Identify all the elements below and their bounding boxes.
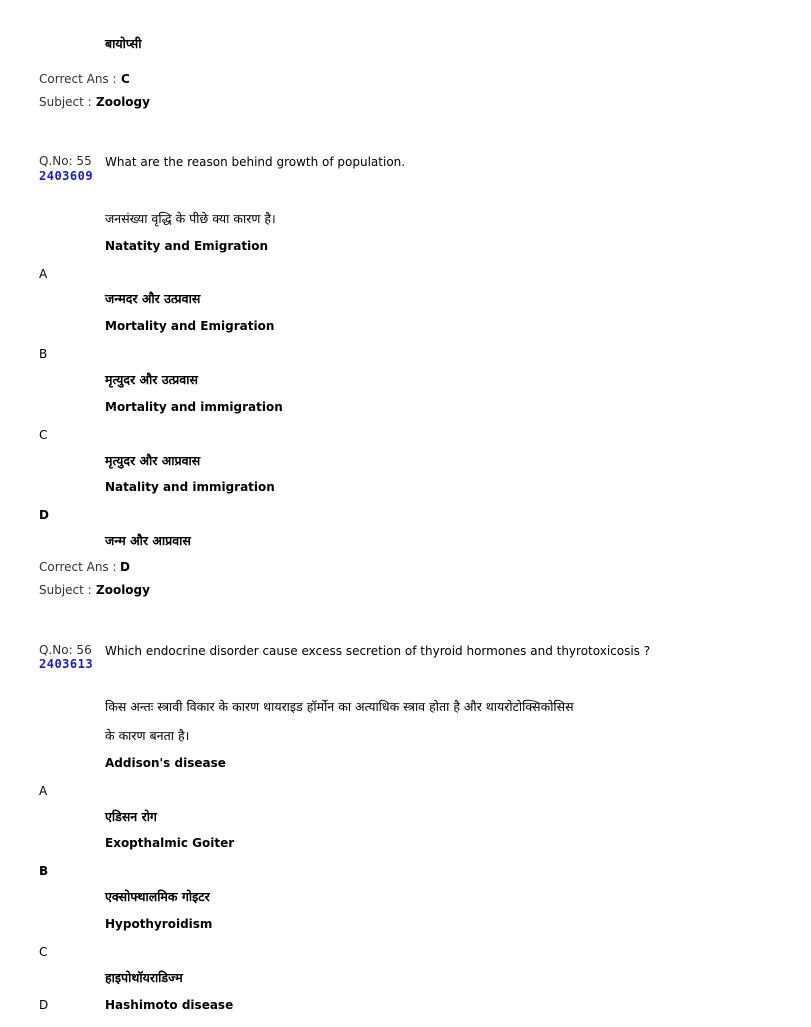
q56-option-c-en: Hypothyroidism (105, 917, 213, 931)
q55-subject-label: Subject : (39, 583, 92, 597)
q55-option-b-en: Mortality and Emigration (105, 319, 275, 333)
q56-option-a-hi: एडिसन रोग (105, 809, 157, 824)
q56-question-hi-line1: किस अन्तः स्त्रावी विकार के कारण थायराइड हॉर्मोन का अत्याधिक स्त्राव होता है और थायरोटोक्सिकोसिस (105, 699, 574, 714)
q56-option-b-letter: B (39, 864, 49, 878)
q56-number: Q.No: 56 (39, 643, 92, 657)
prev-correct-ans-label: Correct Ans : (39, 72, 117, 86)
q56-option-b-hi: एक्सोफ्थालमिक गोइटर (105, 889, 210, 904)
q56-question-en: Which endocrine disorder cause excess secretion of thyroid hormones and thyrotoxicosis ? (105, 644, 651, 658)
q56-option-a-en: Addison's disease (105, 756, 226, 770)
q55-question-hi: जनसंख्या वृद्धि के पीछे क्या कारण है। (105, 211, 276, 226)
q55-subject-value: Zoology (96, 583, 150, 597)
q55-option-a-letter: A (39, 267, 48, 281)
q56-option-c-letter: C (39, 945, 48, 959)
prev-subject-label: Subject : (39, 95, 92, 109)
q55-option-a-en: Natatity and Emigration (105, 239, 269, 253)
q55-option-c-letter: C (39, 428, 48, 442)
q55-option-c-en: Mortality and immigration (105, 400, 283, 414)
q55-option-b-hi: मृत्युदर और उत्प्रवास (105, 372, 198, 387)
q55-question-en: What are the reason behind growth of population. (105, 155, 406, 169)
q55-correct-ans-label: Correct Ans : (39, 560, 117, 574)
q55-option-d-hi: जन्म और आप्रवास (105, 533, 191, 548)
prev-option-hindi: बायोप्सी (105, 36, 142, 51)
prev-subject-value: Zoology (96, 95, 150, 109)
q55-id: 2403609 (39, 169, 94, 183)
q55-option-b-letter: B (39, 347, 48, 361)
q55-option-a-hi: जन्मदर और उत्प्रवास (105, 291, 201, 306)
q56-id: 2403613 (39, 657, 94, 671)
q56-option-d-letter: D (39, 998, 49, 1012)
q56-option-a-letter: A (39, 784, 48, 798)
q56-question-hi-line2: के कारण बनता है। (105, 728, 190, 743)
q56-option-b-en: Exopthalmic Goiter (105, 836, 235, 850)
q55-correct-ans-value: D (120, 560, 130, 574)
q55-option-c-hi: मृत्युदर और आप्रवास (105, 453, 201, 468)
q55-number: Q.No: 55 (39, 154, 92, 168)
q56-option-c-hi: हाइपोथॉयराडिज्म (105, 970, 183, 985)
q55-option-d-en: Natality and immigration (105, 480, 275, 494)
q56-option-d-en: Hashimoto disease (105, 998, 234, 1012)
prev-correct-ans-value: C (121, 72, 130, 86)
q55-option-d-letter: D (39, 508, 49, 522)
